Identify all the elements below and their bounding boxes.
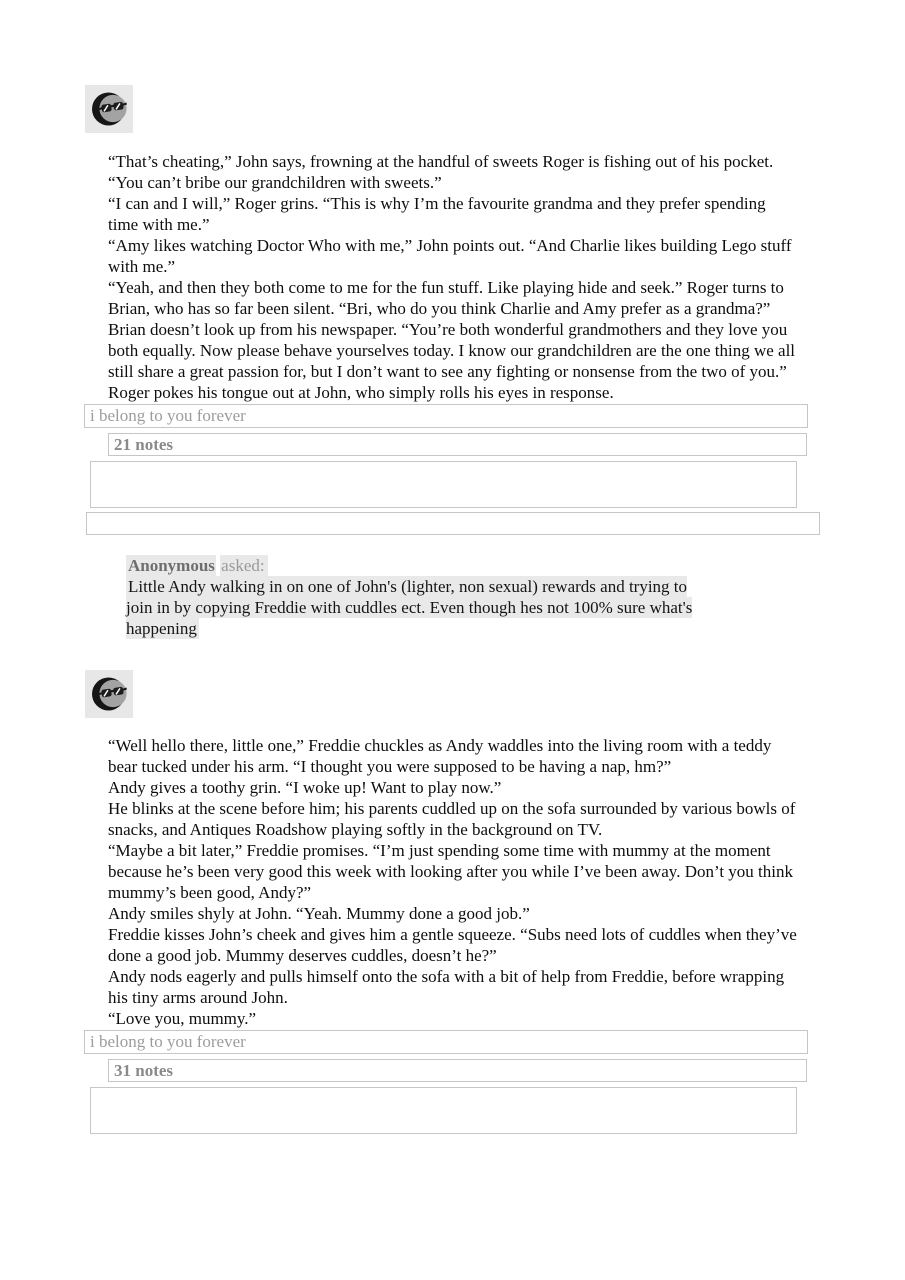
post-tag-link[interactable] xyxy=(84,1030,808,1054)
notes-count-link[interactable] xyxy=(108,1059,807,1082)
tag-label: i belong to you forever xyxy=(90,406,246,425)
ask-header xyxy=(126,555,711,576)
tag-label: i belong to you forever xyxy=(90,1032,246,1051)
embed-placeholder-box xyxy=(86,512,820,535)
blog-avatar-link[interactable] xyxy=(85,670,133,718)
moon-with-sunglasses-avatar-icon xyxy=(85,670,133,718)
story-paragraph: “Love you, mummy.” xyxy=(108,1009,257,1028)
notes-label: 21 notes xyxy=(114,434,174,454)
story-paragraph: “Amy likes watching Doctor Who with me,” John points out. “And Charlie likes building Lego stuff with me.” xyxy=(108,236,792,276)
story-paragraph: Brian doesn’t look up from his newspaper. “You’re both wonderful grandmothers and they love you both equally. Now please behave yourselves today. I know our grandchildren are the one thing we all still share a great passion for, but I don’t want to see any fighting or nonsense from the two of you.” xyxy=(108,320,796,381)
ask-question-text: Little Andy walking in on one of John's (lighter, non sexual) rewards and trying to join in by copying Freddie with cuddles ect. Even though hes not 100% sure what's happening xyxy=(126,577,693,638)
notes-count-link[interactable] xyxy=(108,433,807,456)
story-paragraph: Roger pokes his tongue out at John, who simply rolls his eyes in response. xyxy=(108,383,614,402)
story-paragraph: Andy gives a toothy grin. “I woke up! Want to play now.” xyxy=(108,778,502,797)
story-paragraph: He blinks at the scene before him; his parents cuddled up on the sofa surrounded by various bowls of snacks, and Antiques Roadshow playing softly in the background on TV. xyxy=(108,799,796,839)
story-paragraph: “I can and I will,” Roger grins. “This is why I’m the favourite grandma and they prefer spending time with me.” xyxy=(108,194,766,234)
post-1 xyxy=(85,85,905,535)
post-2 xyxy=(85,555,905,1134)
ask-block xyxy=(126,555,711,639)
moon-with-sunglasses-avatar-icon xyxy=(85,85,133,133)
post-body xyxy=(108,735,800,1029)
blog-avatar-link[interactable] xyxy=(85,85,133,133)
ask-question xyxy=(126,576,711,639)
embed-placeholder-box xyxy=(90,1087,797,1134)
asked-verb-label: asked: xyxy=(220,555,267,576)
post-tag-link[interactable] xyxy=(84,404,808,428)
asker-name[interactable]: Anonymous xyxy=(128,556,215,575)
post-body xyxy=(108,151,800,403)
embed-placeholder-box xyxy=(90,461,797,508)
story-paragraph: “Yeah, and then they both come to me for the fun stuff. Like playing hide and seek.” Roger turns to Brian, who has so far been silent. “Bri, who do you think Charlie and Amy prefer as a grandma?” xyxy=(108,278,784,318)
story-paragraph: Andy nods eagerly and pulls himself onto the sofa with a bit of help from Freddie, before wrapping his tiny arms around John. xyxy=(108,967,785,1007)
story-paragraph: Andy smiles shyly at John. “Yeah. Mummy done a good job.” xyxy=(108,904,530,923)
story-paragraph: “Well hello there, little one,” Freddie chuckles as Andy waddles into the living room with a teddy bear tucked under his arm. “I thought you were supposed to be having a nap, hm?” xyxy=(108,736,772,776)
story-paragraph: “That’s cheating,” John says, frowning at the handful of sweets Roger is fishing out of his pocket. “You can’t bribe our grandchildren with sweets.” xyxy=(108,152,774,192)
story-paragraph: “Maybe a bit later,” Freddie promises. “I’m just spending some time with mummy at the moment because he’s been very good this week with looking after you while I’ve been away. Don’t you think mummy’s been good, Andy?” xyxy=(108,841,794,902)
notes-label: 31 notes xyxy=(114,1060,174,1080)
story-paragraph: Freddie kisses John’s cheek and gives him a gentle squeeze. “Subs need lots of cuddles when they’ve done a good job. Mummy deserves cuddles, doesn’t he?” xyxy=(108,925,797,965)
